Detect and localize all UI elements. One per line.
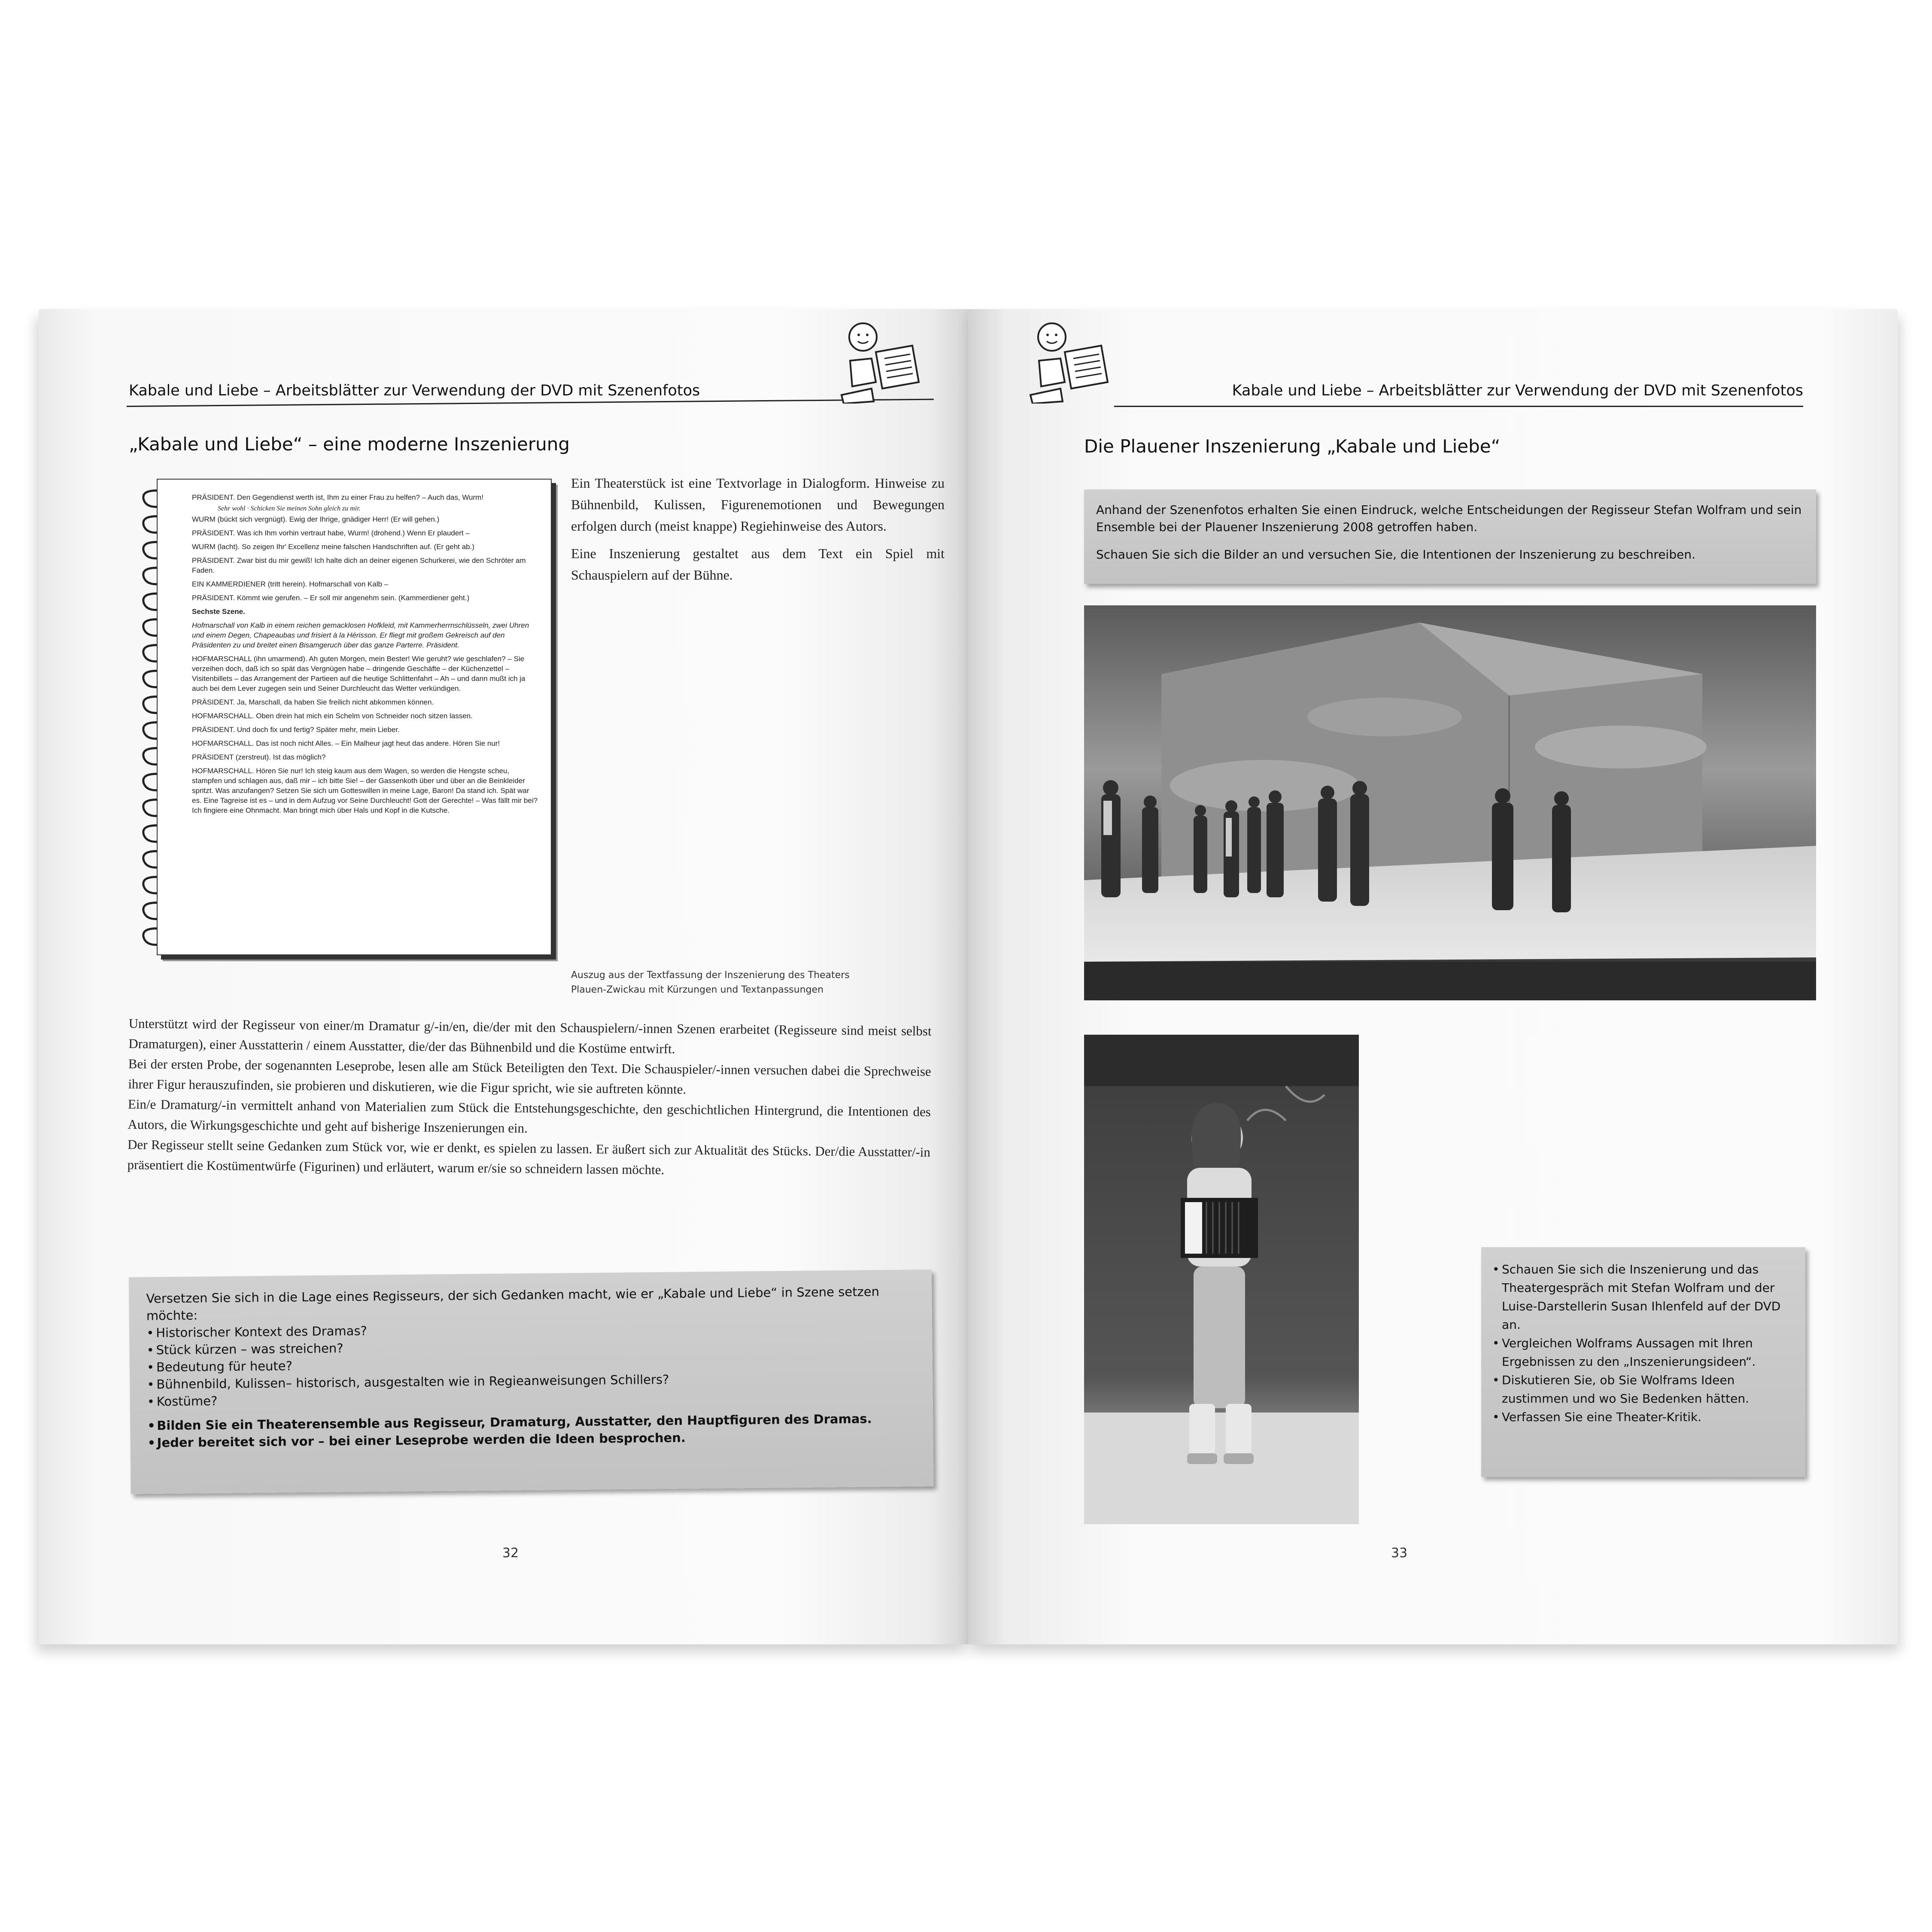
running-head: Kabale und Liebe – Arbeitsblätter zur Verwendung der DVD mit Szenenfotos bbox=[1232, 382, 1803, 399]
task-box-photos bbox=[1084, 489, 1816, 584]
task-box-director bbox=[129, 1270, 934, 1494]
task-list bbox=[146, 1317, 916, 1410]
task-item-bold: • Bilden Sie ein Theaterensemble aus Regisseur, Dramaturg, Ausstatter, den Hauptfiguren des Dramas. bbox=[147, 1410, 916, 1434]
task-list-bold bbox=[147, 1410, 916, 1451]
script-line: WURM (bückt sich vergnügt). Ewig der Ihrige, gnädiger Herr! (Er will gehen.) bbox=[192, 515, 440, 523]
script-scene-heading: Sechste Szene. bbox=[192, 608, 245, 616]
script-line: HOFMARSCHALL. Oben drein hat mich ein Schelm von Schneider noch sitzen lassen. bbox=[192, 712, 473, 720]
task-item-bold: • Jeder bereitet sich vor – bei einer Leseprobe werden die Ideen besprochen. bbox=[148, 1427, 916, 1451]
script-line: HOFMARSCHALL. Das ist noch nicht Alles. – Ein Malheur jagt heut das andere. Hören Sie nur! bbox=[192, 739, 500, 747]
open-book bbox=[39, 309, 1898, 1644]
section-title: Die Plauener Inszenierung „Kabale und Liebe“ bbox=[1084, 436, 1501, 457]
task-item: • Bühnenbild, Kulissen– historisch, ausgestalten wie in Regieanweisungen Schillers? bbox=[147, 1368, 915, 1393]
task-box-dvd bbox=[1481, 1247, 1805, 1477]
task-list bbox=[1492, 1260, 1794, 1426]
task-item: • Vergleichen Wolframs Aussagen mit Ihren Ergebnissen zu den „Inszenierungsideen“. bbox=[1492, 1334, 1794, 1371]
script-line: PRÄSIDENT. Und doch fix und fertig? Später mehr, mein Lieber. bbox=[192, 726, 400, 734]
task-item: • Historischer Kontext des Dramas? bbox=[146, 1317, 915, 1341]
body-paragraph: Unterstützt wird der Regisseur von einer/m Dramatur g/-in/en, die/der mit den Schauspielern/-innen Szenen erarbeitet (Regisseure sind meist selbst Dramaturgen), einer Ausstatterin / einem Ausstatter, die/der das Bühnenbild und die Kostüme entwirft. bbox=[128, 1015, 932, 1057]
left-page bbox=[39, 309, 968, 1644]
script-line: WURM (lacht). So zeigen Ihr' Excellenz meine falschen Handschriften auf. (Er geht ab.) bbox=[192, 543, 475, 551]
student-mascot-icon bbox=[1022, 318, 1112, 404]
body-paragraph: Ein/e Dramaturg/-in vermittelt anhand von Materialien zum Stück die Entstehungsgeschichte, den geschichtlichen Hintergrund, die Intentionen des Autors, die Wirkungsgeschichte und geht auf bisherige Inszenierungen ein. bbox=[128, 1096, 931, 1136]
page-number: 32 bbox=[502, 1546, 519, 1561]
task-intro: Versetzen Sie sich in die Lage eines Regisseurs, der sich Gedanken macht, wie er „Kabale und Liebe“ in Szene setzen möchte: bbox=[146, 1284, 880, 1323]
script-line: PRÄSIDENT. Was ich Ihm vorhin vertraut habe, Wurm! (drohend.) Wenn Er plaudert – bbox=[192, 529, 470, 537]
task-item: • Verfassen Sie eine Theater-Kritik. bbox=[1492, 1408, 1794, 1426]
script-line: HOFMARSCHALL. Hören Sie nur! Ich steig kaum aus dem Wagen, so werden die Hengste scheu, stampfen und schlagen aus, daß mir – ich bitte Sie! – der Gassenkoth über und über an die Beinkleider spritzt. Was anzufangen? Setzen Sie sich um Gotteswillen in meine Lage, Baron! Da stand ich. Spät war es. Eine Tagreise ist es – und in dem Aufzug vor Seine Durchleucht! Gott der Gerechte! – Was fällt mir bei? Ich fingiere eine Ohnmacht. Man bringt mich über Hals und Kopf in die Kutsche. bbox=[192, 767, 538, 814]
right-page bbox=[968, 309, 1898, 1644]
intro-text bbox=[571, 472, 945, 592]
stage-ensemble-photo bbox=[1084, 605, 1816, 1000]
running-head: Kabale und Liebe – Arbeitsblätter zur Verwendung der DVD mit Szenenfotos bbox=[129, 382, 700, 399]
body-paragraph: Der Regisseur stellt seine Gedanken zum Stück vor, wie er denkt, es spielen zu lassen. Er äußert sich zur Aktualität des Stücks. Der/die Ausstatter/-in präsentiert die Kostümentwürfe (Figurinen) und erläutert, warum er/sie so schneidern lassen möchte. bbox=[127, 1136, 931, 1177]
task-item: • Diskutieren Sie, ob Sie Wolframs Ideen zustimmen und wo Sie Bedenken hätten. bbox=[1492, 1371, 1794, 1408]
task-item: • Bedeutung für heute? bbox=[147, 1351, 915, 1376]
task-item: • Stück kürzen – was streichen? bbox=[146, 1334, 915, 1358]
task-paragraph: Anhand der Szenenfotos erhalten Sie einen Eindruck, welche Entscheidungen der Regisseur Stefan Wolfram und sein Ensemble bei der Plauener Inszenierung 2008 getroffen haben. bbox=[1096, 503, 1802, 534]
task-item: • Kostüme? bbox=[147, 1385, 916, 1410]
body-paragraph: Bei der ersten Probe, der sogenannten Leseprobe, lesen alle am Stück Beteiligten den Text. Die Schauspieler/-innen versuchen dabei die Sprechweise ihrer Figur herauszufinden, sie probieren und diskutieren, wie die Figur spricht, wie sie auftreten könnte. bbox=[128, 1056, 931, 1097]
task-paragraph: Schauen Sie sich die Bilder an und versuchen Sie, die Intentionen der Inszenierung zu beschreiben. bbox=[1096, 547, 1695, 562]
script-excerpt bbox=[157, 479, 552, 955]
excerpt-caption: Auszug aus der Textfassung der Inszenierung des Theaters Plauen-Zwickau mit Kürzungen und Textanpassungen bbox=[571, 970, 850, 995]
script-line: PRÄSIDENT. Den Gegendienst werth ist, Ihm zu einer Frau zu helfen? – Auch das, Wurm! bbox=[192, 493, 484, 501]
intro-paragraph: Eine Inszenierung gestaltet aus dem Text ein Spiel mit Schauspielern auf der Bühne. bbox=[571, 546, 945, 583]
script-line: PRÄSIDENT (zerstreut). Ist das möglich? bbox=[192, 753, 326, 761]
accordion-player-photo bbox=[1084, 1035, 1359, 1524]
page-number: 33 bbox=[1391, 1546, 1408, 1561]
student-mascot-icon bbox=[833, 318, 923, 404]
header-rule bbox=[1114, 406, 1803, 407]
intro-paragraph: Ein Theaterstück ist eine Textvorlage in Dialogform. Hinweise zu Bühnenbild, Kulissen, Figurenemotionen und Bewegungen erfolgen durch (meist knappe) Regiehinweise des Autors. bbox=[571, 475, 945, 534]
script-line: PRÄSIDENT. Zwar bist du mir gewiß! Ich halte dich an deiner eigenen Schurkerei, wie den Schröter am Faden. bbox=[192, 556, 526, 574]
script-stage-direction: Hofmarschall von Kalb in einem reichen gemacklosen Hofkleid, mit Kammerherrnschlüsseln, zwei Uhren und einem Degen, Chapeaubas und frisiert à la Hérisson. Er fliegt mit großem Gekreisch auf den Präsidenten zu und breitet einen Bisamgeruch über das ganze Parterre. Präsident. bbox=[192, 621, 529, 649]
script-line: EIN KAMMERDIENER (tritt herein). Hofmarschall von Kalb – bbox=[192, 580, 389, 588]
script-notebook bbox=[131, 479, 560, 964]
script-line: HOFMARSCHALL (ihn umarmend). Ah guten Morgen, mein Bester! Wie geruht? wie geschlafen? – Sie verzeihen doch, daß ich so spät das Vergnügen habe – dringende Geschäfte – der Küchenzettel – Visitenbillets – das Arrangement der Partieen auf die heutige Schlittenfahrt – Ah – und dann mußt ich ja auch bei dem Lever zugegen sein und Seiner Durchleucht das Wetter verkündigen. bbox=[192, 655, 526, 693]
body-text bbox=[127, 1013, 932, 1182]
task-item: • Schauen Sie sich die Inszenierung und das Theatergespräch mit Stefan Wolfram und der Luise-Darstellerin Susan Ihlenfeld auf der DVD an. bbox=[1492, 1260, 1794, 1334]
header-rule bbox=[127, 399, 934, 407]
script-annotation: Sehr wohl · Schicken Sie meinen Sohn gleich zu mir. bbox=[218, 505, 361, 512]
script-line: PRÄSIDENT. Kömmt wie gerufen. – Er soll mir angenehm sein. (Kammerdiener geht.) bbox=[192, 594, 470, 602]
script-line: PRÄSIDENT. Ja, Marschall, da haben Sie freilich nicht abkommen können. bbox=[192, 698, 434, 706]
section-title: „Kabale und Liebe“ – eine moderne Inszenierung bbox=[129, 434, 570, 455]
